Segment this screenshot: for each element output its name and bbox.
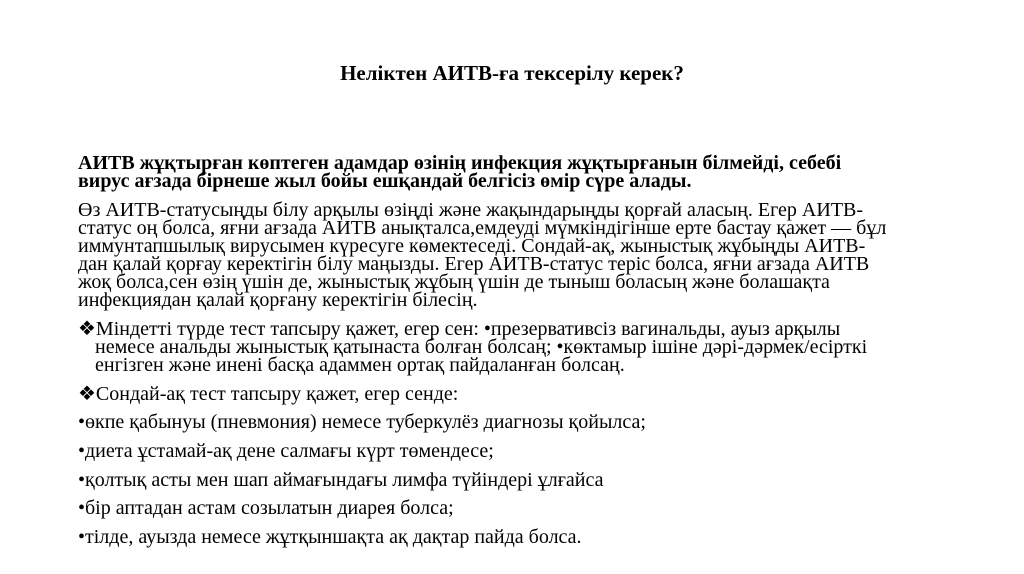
text-line: ❖Сондай-ақ тест тапсыру қажет, егер сенде: — [78, 383, 459, 405]
text-line: •бір аптадан астам созылатын диарея болса; — [78, 497, 454, 519]
intro-paragraph — [78, 154, 978, 190]
text-line: •диета ұстамай-ақ дене салмағы күрт төмендесе; — [78, 440, 494, 462]
text-line: немесе анальды жыныстық қатынаста болған болсаң; •көктамыр ішіне дәрі-дәрмек/есірткі — [95, 336, 868, 358]
symptom-item — [78, 442, 978, 460]
symptom-item — [78, 528, 978, 546]
text-line: ❖Міндетті түрде тест тапсыру қажет, егер сен: •презервативсіз вагинальды, ауыз арқылы — [78, 318, 841, 340]
text-line: •қолтық асты мен шап аймағындағы лимфа түйіндері ұлғайса — [78, 469, 604, 491]
text-line: вирус ағзада бірнеше жыл бойы ешқандай белгісіз өмір сүре алады. — [78, 170, 692, 192]
text-line: •өкпе қабынуы (пневмония) немесе туберкулёз диагнозы қойылса; — [78, 411, 646, 433]
mandatory-test-item — [78, 320, 978, 374]
text-line: •тілде, ауызда немесе жұтқыншақта ақ дақтар пайда болса. — [78, 526, 582, 548]
text-line: Өз АИТВ-статусыңды білу арқылы өзіңді және жақындарыңды қорғай аласың. Егер АИТВ- — [78, 199, 864, 221]
text-line: иммунтапшылық вирусымен күресуге көмектеседі. Сондай-ақ, жыныстық жұбыңды АИТВ- — [78, 235, 866, 257]
also-test-item — [78, 385, 978, 403]
status-paragraph — [78, 201, 978, 309]
text-line: енгізген және инені басқа адаммен ортақ пайдаланған болсаң. — [95, 354, 625, 376]
text-line: жоқ болса,сен өзің үшін де, жыныстық жұбың үшін де тыныш боласың және болашақта — [78, 271, 830, 293]
symptom-item — [78, 499, 978, 517]
symptom-item — [78, 471, 978, 489]
text-line: АИТВ жұқтырған көптеген адамдар өзінің инфекция жұқтырғанын білмейді, себебі — [78, 152, 842, 174]
text-line: дан қалай қорғау керектігін білу маңызды. Егер АИТВ-статус теріс болса, яғни ағзада АИТВ — [78, 253, 870, 275]
text-line: статус оң болса, яғни ағзада АИТВ анықталса,емдеуді мүмкіндігінше ерте бастау қажет — бұл — [78, 217, 887, 239]
text-line: инфекциядан қалай қорғану керектігін білесің. — [78, 289, 478, 311]
symptom-item — [78, 413, 978, 431]
slide-title: Неліктен АИТВ-ға тексерілу керек? — [340, 61, 684, 85]
